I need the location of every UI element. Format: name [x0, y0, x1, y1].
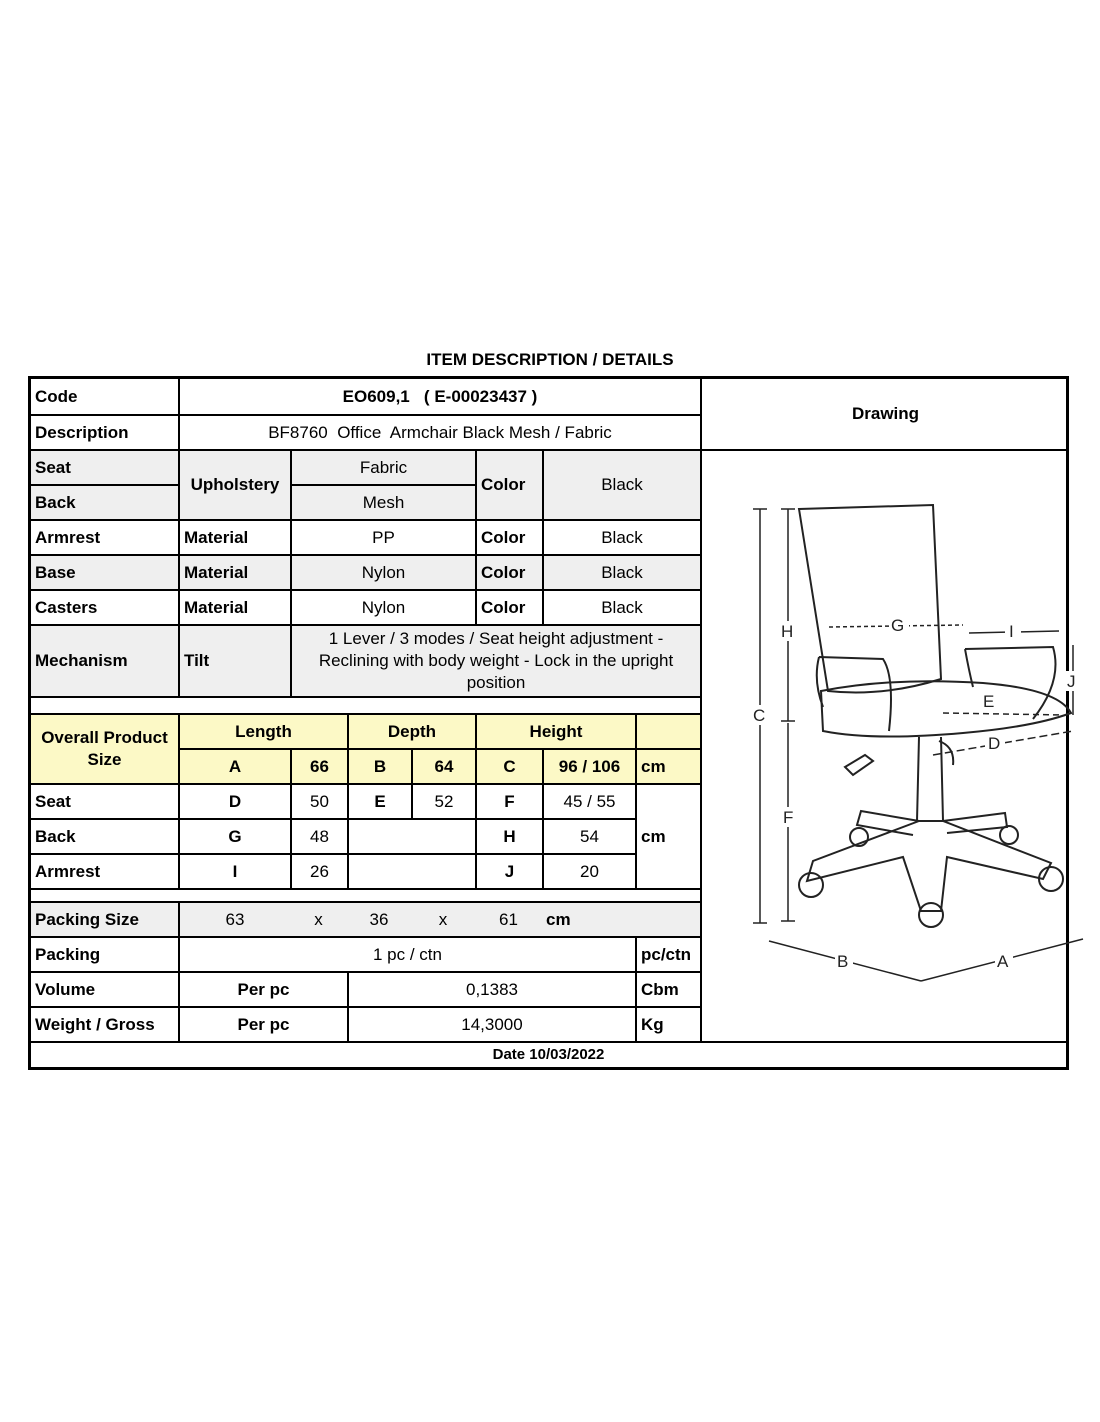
back-dim-k3: H [475, 818, 542, 853]
spec-sheet [28, 376, 1076, 1070]
upholstery-color: Black [542, 449, 700, 519]
base-color: Black [542, 554, 700, 589]
weight-unit: Kg [635, 1006, 700, 1041]
packing-label: Packing [31, 936, 178, 971]
unit-header-blank [635, 713, 700, 748]
length-key: A [178, 748, 290, 783]
depth-key: B [347, 748, 411, 783]
packing-size-unit: cm [542, 901, 700, 936]
seat-dim-k1: D [178, 783, 290, 818]
base-material-label: Material [178, 554, 290, 589]
mechanism-line-1: 1 Lever / 3 modes / Seat height adjustment - [328, 629, 664, 648]
lever [845, 755, 873, 775]
back-label: Back [31, 484, 178, 519]
casters-label: Casters [31, 589, 178, 624]
seat-dim-k3: F [475, 783, 542, 818]
code-label: Code [35, 386, 78, 406]
base-color-label: Color [475, 554, 542, 589]
seat-dim-v3: 45 / 55 [542, 783, 635, 818]
packing-size-length: 63 [178, 901, 290, 936]
height-key: C [475, 748, 542, 783]
seat-dim-v1: 50 [290, 783, 347, 818]
back-dim-blank [347, 818, 475, 853]
casters-color-label: Color [475, 589, 542, 624]
dim-line-e [943, 713, 1063, 715]
weight-value: 14,3000 [347, 1006, 635, 1041]
base-label: Base [31, 554, 178, 589]
base-material: Nylon [290, 554, 475, 589]
casters-color: Black [542, 589, 700, 624]
seat-dim-v2: 52 [411, 783, 475, 818]
caster-3 [919, 903, 943, 927]
seat-dim-k2: E [347, 783, 411, 818]
mechanism-type: Tilt [178, 624, 290, 696]
volume-per: Per pc [178, 971, 347, 1006]
depth-header: Depth [347, 713, 475, 748]
height-header: Height [475, 713, 635, 748]
drawing-label: Drawing [700, 379, 1069, 449]
armrest-dim-v3: 20 [542, 853, 635, 888]
weight-label: Weight / Gross [31, 1006, 178, 1041]
description-value: BF8760 Office Armchair Black Mesh / Fabric [178, 414, 700, 449]
overall-size-label [31, 713, 178, 783]
sheet-title: ITEM DESCRIPTION / DETAILS [426, 350, 674, 369]
chair-seat [821, 681, 1071, 736]
description-label: Description [31, 414, 178, 449]
overall-unit: cm [635, 748, 700, 783]
overall-size-line-2: Size [87, 750, 122, 769]
upholstery-color-label: Color [475, 449, 542, 519]
casters-material-label: Material [178, 589, 290, 624]
height-value: 96 / 106 [542, 748, 635, 783]
packing-size-height: 61 [475, 901, 542, 936]
caster-1 [799, 873, 823, 897]
mechanism-description [290, 624, 700, 696]
armrest-dim-label: Armrest [31, 853, 178, 888]
chair-drawing [733, 451, 1097, 1037]
seat-dim-label: Seat [31, 783, 178, 818]
caster-4 [1000, 826, 1018, 844]
seat-material: Fabric [290, 449, 475, 484]
diagram-label-j: J [1067, 672, 1076, 691]
armrest-color-label: Color [475, 519, 542, 554]
armrest-material: PP [290, 519, 475, 554]
armrest-label: Armrest [31, 519, 178, 554]
gas-lift [917, 737, 943, 821]
code-value: EO609,1 ( E-00023437 ) [178, 379, 700, 414]
diagram-label-a: A [997, 952, 1009, 971]
armrest-dim-k1: I [178, 853, 290, 888]
weight-per: Per pc [178, 1006, 347, 1041]
volume-label: Volume [31, 971, 178, 1006]
packing-size-width: 36 [347, 901, 411, 936]
length-header: Length [178, 713, 347, 748]
volume-value: 0,1383 [347, 971, 635, 1006]
seat-label: Seat [31, 449, 178, 484]
packing-size-label: Packing Size [31, 901, 178, 936]
back-dim-k1: G [178, 818, 290, 853]
armrest-dim-v1: 26 [290, 853, 347, 888]
armrest-dim-k3: J [475, 853, 542, 888]
depth-value: 64 [411, 748, 475, 783]
armrest-material-label: Material [178, 519, 290, 554]
left-armrest [817, 657, 891, 731]
diagram-label-h: H [781, 622, 794, 641]
parts-unit: cm [635, 783, 700, 888]
date: Date 10/03/2022 [31, 1041, 1066, 1067]
diagram-label-e: E [983, 692, 995, 711]
length-value: 66 [290, 748, 347, 783]
diagram-label-d: D [988, 734, 1001, 753]
diagram-label-b: B [837, 952, 849, 971]
packing-value: 1 pc / ctn [178, 936, 635, 971]
back-dim-v3: 54 [542, 818, 635, 853]
star-base [807, 821, 1051, 911]
back-dim-label: Back [31, 818, 178, 853]
upholstery-label: Upholstery [178, 449, 290, 519]
mechanism-label: Mechanism [31, 624, 178, 696]
packing-unit: pc/ctn [635, 936, 700, 971]
section-gap [31, 696, 700, 713]
casters-material: Nylon [290, 589, 475, 624]
chair-back [799, 505, 941, 693]
volume-unit: Cbm [635, 971, 700, 1006]
packing-size-x1: x [290, 901, 347, 936]
diagram-label-c: C [753, 706, 766, 725]
armrest-dim-blank [347, 853, 475, 888]
armrest-color: Black [542, 519, 700, 554]
mechanism-line-2: Reclining with body weight - Lock in the upright [318, 651, 674, 670]
diagram-label-i: I [1009, 622, 1014, 641]
diagram-label-f: F [783, 808, 794, 827]
back-material: Mesh [290, 484, 475, 519]
packing-size-x2: x [411, 901, 475, 936]
back-dim-v1: 48 [290, 818, 347, 853]
diagram-label-g: G [891, 616, 905, 635]
overall-size-line-1: Overall Product [41, 728, 168, 747]
mechanism-line-3: position [466, 673, 526, 692]
